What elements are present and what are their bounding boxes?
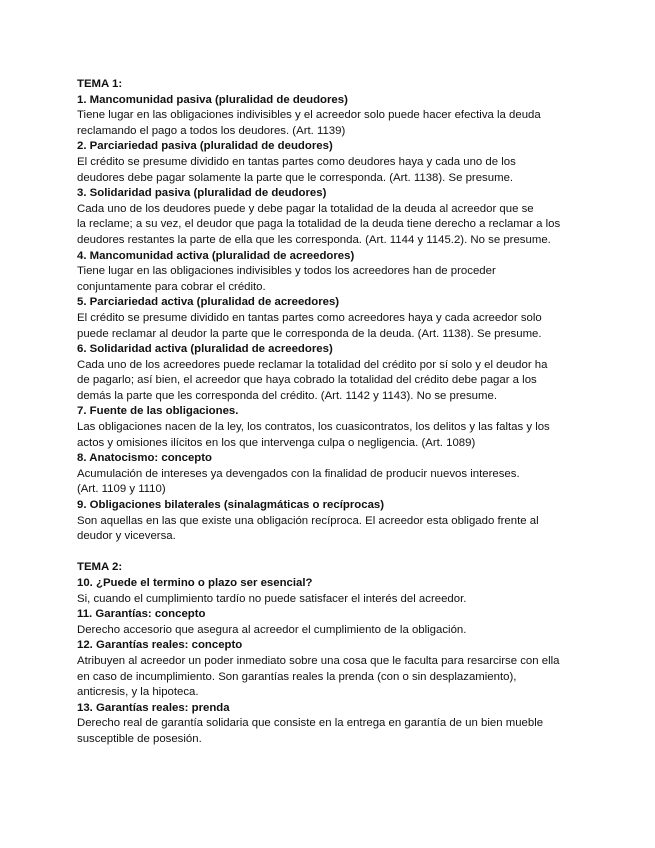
- answer-line: reclamando el pago a todos los deudores. (Art. 1139): [77, 124, 346, 137]
- document-page: [77, 77, 597, 748]
- answer-line: demás la parte que les corresponda del crédito. (Art. 1142 y 1143). No se presume.: [77, 389, 497, 402]
- answer-text: [77, 202, 597, 249]
- question-title: 13. Garantías reales: prenda: [77, 701, 230, 714]
- answer-text: [77, 592, 597, 608]
- question-title: 6. Solidaridad activa (pluralidad de acreedores): [77, 343, 333, 356]
- answer-text: [77, 654, 597, 701]
- answer-line: Atribuyen al acreedor un poder inmediato sobre una cosa que le faculta para resarcirse con ella: [77, 654, 560, 667]
- answer-text: [77, 311, 597, 342]
- question-title: 3. Solidaridad pasiva (pluralidad de deudores): [77, 187, 327, 200]
- answer-text: [77, 716, 597, 747]
- question-title: 9. Obligaciones bilaterales (sinalagmáticas o recíprocas): [77, 499, 385, 512]
- answer-line: Derecho accesorio que asegura al acreedor el cumplimiento de la obligación.: [77, 623, 467, 636]
- question-title: 4. Mancomunidad activa (pluralidad de acreedores): [77, 249, 355, 262]
- question-title: 2. Parciariedad pasiva (pluralidad de deudores): [77, 140, 333, 153]
- answer-line: deudores restantes la parte de ella que les corresponda. (Art. 1144 y 1145.2). No se presume.: [77, 233, 551, 246]
- answer-line: en caso de incumplimiento. Son garantías reales la prenda (con o sin desplazamiento),: [77, 670, 517, 683]
- question-title: 11. Garantías: concepto: [77, 608, 206, 621]
- answer-line: actos y omisiones ilícitos en los que intervenga culpa o negligencia. (Art. 1089): [77, 436, 476, 449]
- answer-text: [77, 264, 597, 295]
- answer-line: El crédito se presume dividido en tantas partes como acreedores haya y cada acreedor solo: [77, 311, 542, 324]
- answer-line: deudores debe pagar solamente la parte que le corresponda. (Art. 1138). Se presume.: [77, 171, 514, 184]
- answer-line: Tiene lugar en las obligaciones indivisibles y todos los acreedores han de proceder: [77, 265, 496, 278]
- section-heading-tema-1: TEMA 1:: [77, 78, 123, 90]
- answer-line: Las obligaciones nacen de la ley, los contratos, los cuasicontratos, los delitos y las faltas y los: [77, 421, 550, 434]
- answer-text: [77, 358, 597, 405]
- answer-text: [77, 623, 597, 639]
- answer-line: Cada uno de los deudores puede y debe pagar la totalidad de la deuda al acreedor que se: [77, 202, 534, 215]
- answer-line: de pagarlo; así bien, el acreedor que haya cobrado la totalidad del crédito debe pagar a los: [77, 374, 537, 387]
- section-heading-tema-2: TEMA 2:: [77, 561, 123, 574]
- answer-text: [77, 108, 597, 139]
- answer-line: deudor y viceversa.: [77, 530, 176, 543]
- answer-line: Derecho real de garantía solidaria que consiste en la entrega en garantía de un bien mueble: [77, 717, 544, 730]
- question-title: 5. Parciariedad activa (pluralidad de acreedores): [77, 296, 340, 309]
- answer-line: Son aquellas en las que existe una obligación recíproca. El acreedor esta obligado frente al: [77, 514, 539, 527]
- answer-text: [77, 467, 597, 498]
- answer-line: (Art. 1109 y 1110): [77, 483, 166, 496]
- answer-line: la reclame; a su vez, el deudor que paga la totalidad de la deuda tiene derecho a reclamar a los: [77, 218, 561, 231]
- answer-text: [77, 155, 597, 186]
- answer-line: El crédito se presume dividido en tantas partes como deudores haya y cada uno de los: [77, 155, 516, 168]
- answer-line: susceptible de posesión.: [77, 732, 202, 745]
- answer-text: [77, 514, 597, 545]
- answer-line: anticresis, y la hipoteca.: [77, 686, 199, 699]
- answer-line: Si, cuando el cumplimiento tardío no puede satisfacer el interés del acreedor.: [77, 592, 467, 605]
- answer-line: conjuntamente para cobrar el crédito.: [77, 280, 266, 293]
- answer-line: Tiene lugar en las obligaciones indivisibles y el acreedor solo puede hacer efectiva la deuda: [77, 109, 541, 122]
- question-title: 8. Anatocismo: concepto: [77, 452, 213, 465]
- question-title: 10. ¿Puede el termino o plazo ser esencial?: [77, 577, 313, 589]
- answer-line: Cada uno de los acreedores puede reclamar la totalidad del crédito por sí solo y el deudor ha: [77, 358, 548, 371]
- question-title: 7. Fuente de las obligaciones.: [77, 405, 239, 418]
- answer-text: [77, 420, 597, 451]
- answer-line: puede reclamar al deudor la parte que le corresponda de la deuda. (Art. 1138). Se presume.: [77, 327, 542, 340]
- question-title: 12. Garantías reales: concepto: [77, 639, 243, 652]
- question-title: 1. Mancomunidad pasiva (pluralidad de deudores): [77, 93, 348, 106]
- answer-line: Acumulación de intereses ya devengados con la finalidad de producir nuevos intereses.: [77, 467, 520, 480]
